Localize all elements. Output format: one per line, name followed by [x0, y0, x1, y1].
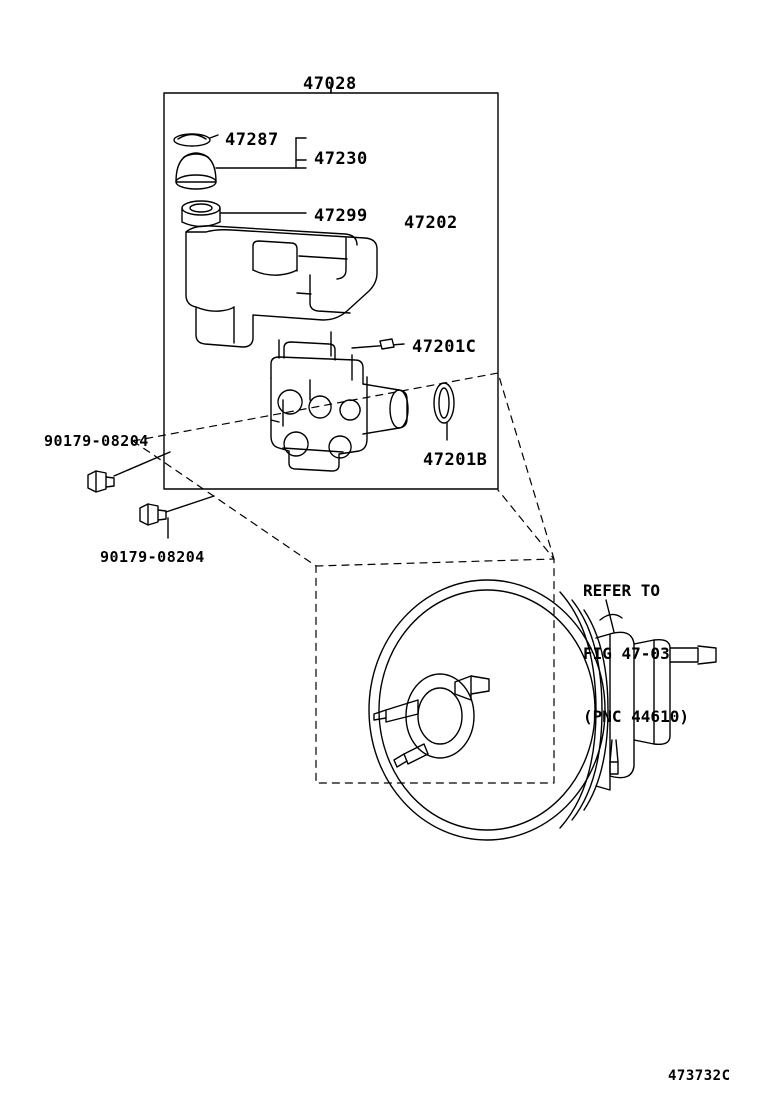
label-47230: 47230 [314, 149, 368, 169]
part-47287-shape [174, 134, 210, 146]
refer-to-line-1: REFER TO [583, 581, 661, 600]
label-bolt-lower: 90179-08204 [100, 548, 205, 566]
figure-number: 473732C [668, 1068, 731, 1084]
label-bolt-upper: 90179-08204 [44, 432, 149, 450]
label-47287: 47287 [225, 130, 279, 150]
leader-47287 [210, 135, 218, 138]
refer-to-line-2: FIG 47-03 [583, 644, 670, 663]
bolt-upper-shape [88, 471, 114, 492]
refer-to-line-3: (PNC 44610) [583, 707, 689, 726]
dashed-projection-box [133, 373, 554, 783]
part-47230-shape [176, 153, 216, 189]
leader-47201C [352, 339, 404, 380]
part-47201-master-cylinder [271, 332, 408, 471]
leader-bolt-lower [166, 496, 214, 512]
part-47299-shape [182, 201, 220, 227]
label-47299: 47299 [314, 206, 368, 226]
refer-to-note [583, 538, 689, 769]
label-47202: 47202 [404, 213, 458, 233]
label-47201b: 47201B [423, 450, 488, 470]
group-box-47028 [164, 84, 498, 489]
part-47201B-oring [434, 383, 454, 423]
bolt-lower-shape [140, 504, 166, 525]
leader-bolt-upper [114, 452, 170, 476]
part-47202-reservoir [186, 226, 377, 347]
label-47028: 47028 [303, 74, 357, 94]
label-47201c: 47201C [412, 337, 477, 357]
